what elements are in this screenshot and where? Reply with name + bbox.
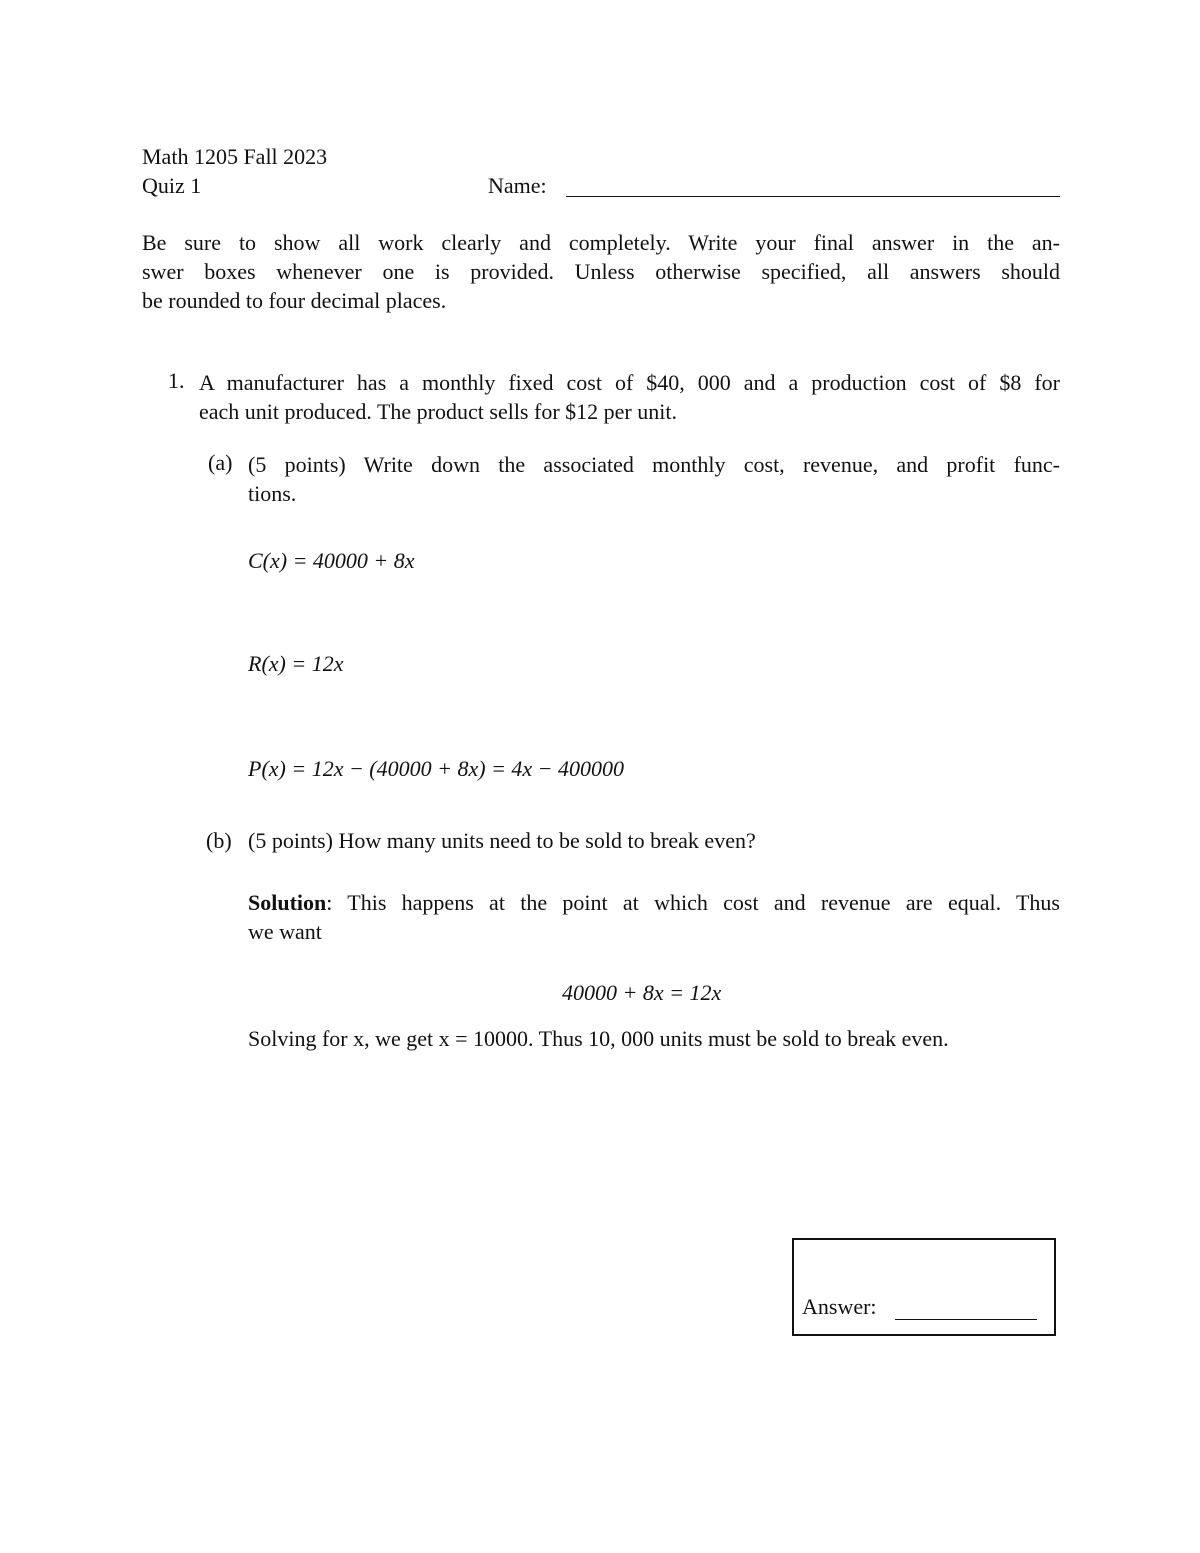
instructions-line: Be sure to show all work clearly and completely. Write your final answer in the an- bbox=[142, 230, 1060, 255]
revenue-function: R(x) = 12x bbox=[248, 651, 344, 676]
name-label: Name: bbox=[488, 173, 547, 198]
problem-line: A manufacturer has a monthly fixed cost of $40, 000 and a production cost of $8 for bbox=[199, 370, 1060, 395]
name-field[interactable] bbox=[566, 196, 1060, 197]
instructions-line: be rounded to four decimal places. bbox=[142, 288, 447, 313]
solution-label: Solution bbox=[248, 890, 327, 915]
part-a-question bbox=[248, 450, 1060, 508]
problem-line: each unit produced. The product sells for $12 per unit. bbox=[199, 399, 677, 424]
course-title: Math 1205 Fall 2023 bbox=[142, 144, 328, 169]
answer-label: Answer: bbox=[802, 1294, 877, 1319]
part-a-line: (5 points) Write down the associated monthly cost, revenue, and profit func- bbox=[248, 452, 1060, 477]
profit-function: P(x) = 12x − (40000 + 8x) = 4x − 400000 bbox=[248, 756, 625, 781]
part-a-line: tions. bbox=[248, 481, 297, 506]
part-b-question: (5 points) How many units need to be sold to break even? bbox=[248, 828, 756, 853]
solution-text-1: : This happens at the point at which cost and revenue are equal. Thus bbox=[326, 890, 1060, 915]
instructions bbox=[142, 228, 1060, 315]
part-a-label: (a) bbox=[208, 450, 233, 475]
problem-statement bbox=[199, 368, 1060, 426]
cost-function: C(x) = 40000 + 8x bbox=[248, 548, 415, 573]
answer-field[interactable] bbox=[895, 1319, 1037, 1320]
problem-number: 1. bbox=[168, 368, 185, 393]
break-even-equation: 40000 + 8x = 12x bbox=[562, 980, 722, 1005]
solution-line bbox=[248, 888, 1060, 917]
answer-box bbox=[792, 1238, 1056, 1336]
instructions-line: swer boxes whenever one is provided. Unless otherwise specified, all answers should bbox=[142, 259, 1060, 284]
solution-conclusion: Solving for x, we get x = 10000. Thus 10, 000 units must be sold to break even. bbox=[248, 1026, 949, 1051]
part-b-label: (b) bbox=[206, 828, 232, 853]
quiz-title: Quiz 1 bbox=[142, 173, 202, 198]
solution-text bbox=[248, 888, 1060, 946]
solution-line: we want bbox=[248, 919, 322, 944]
